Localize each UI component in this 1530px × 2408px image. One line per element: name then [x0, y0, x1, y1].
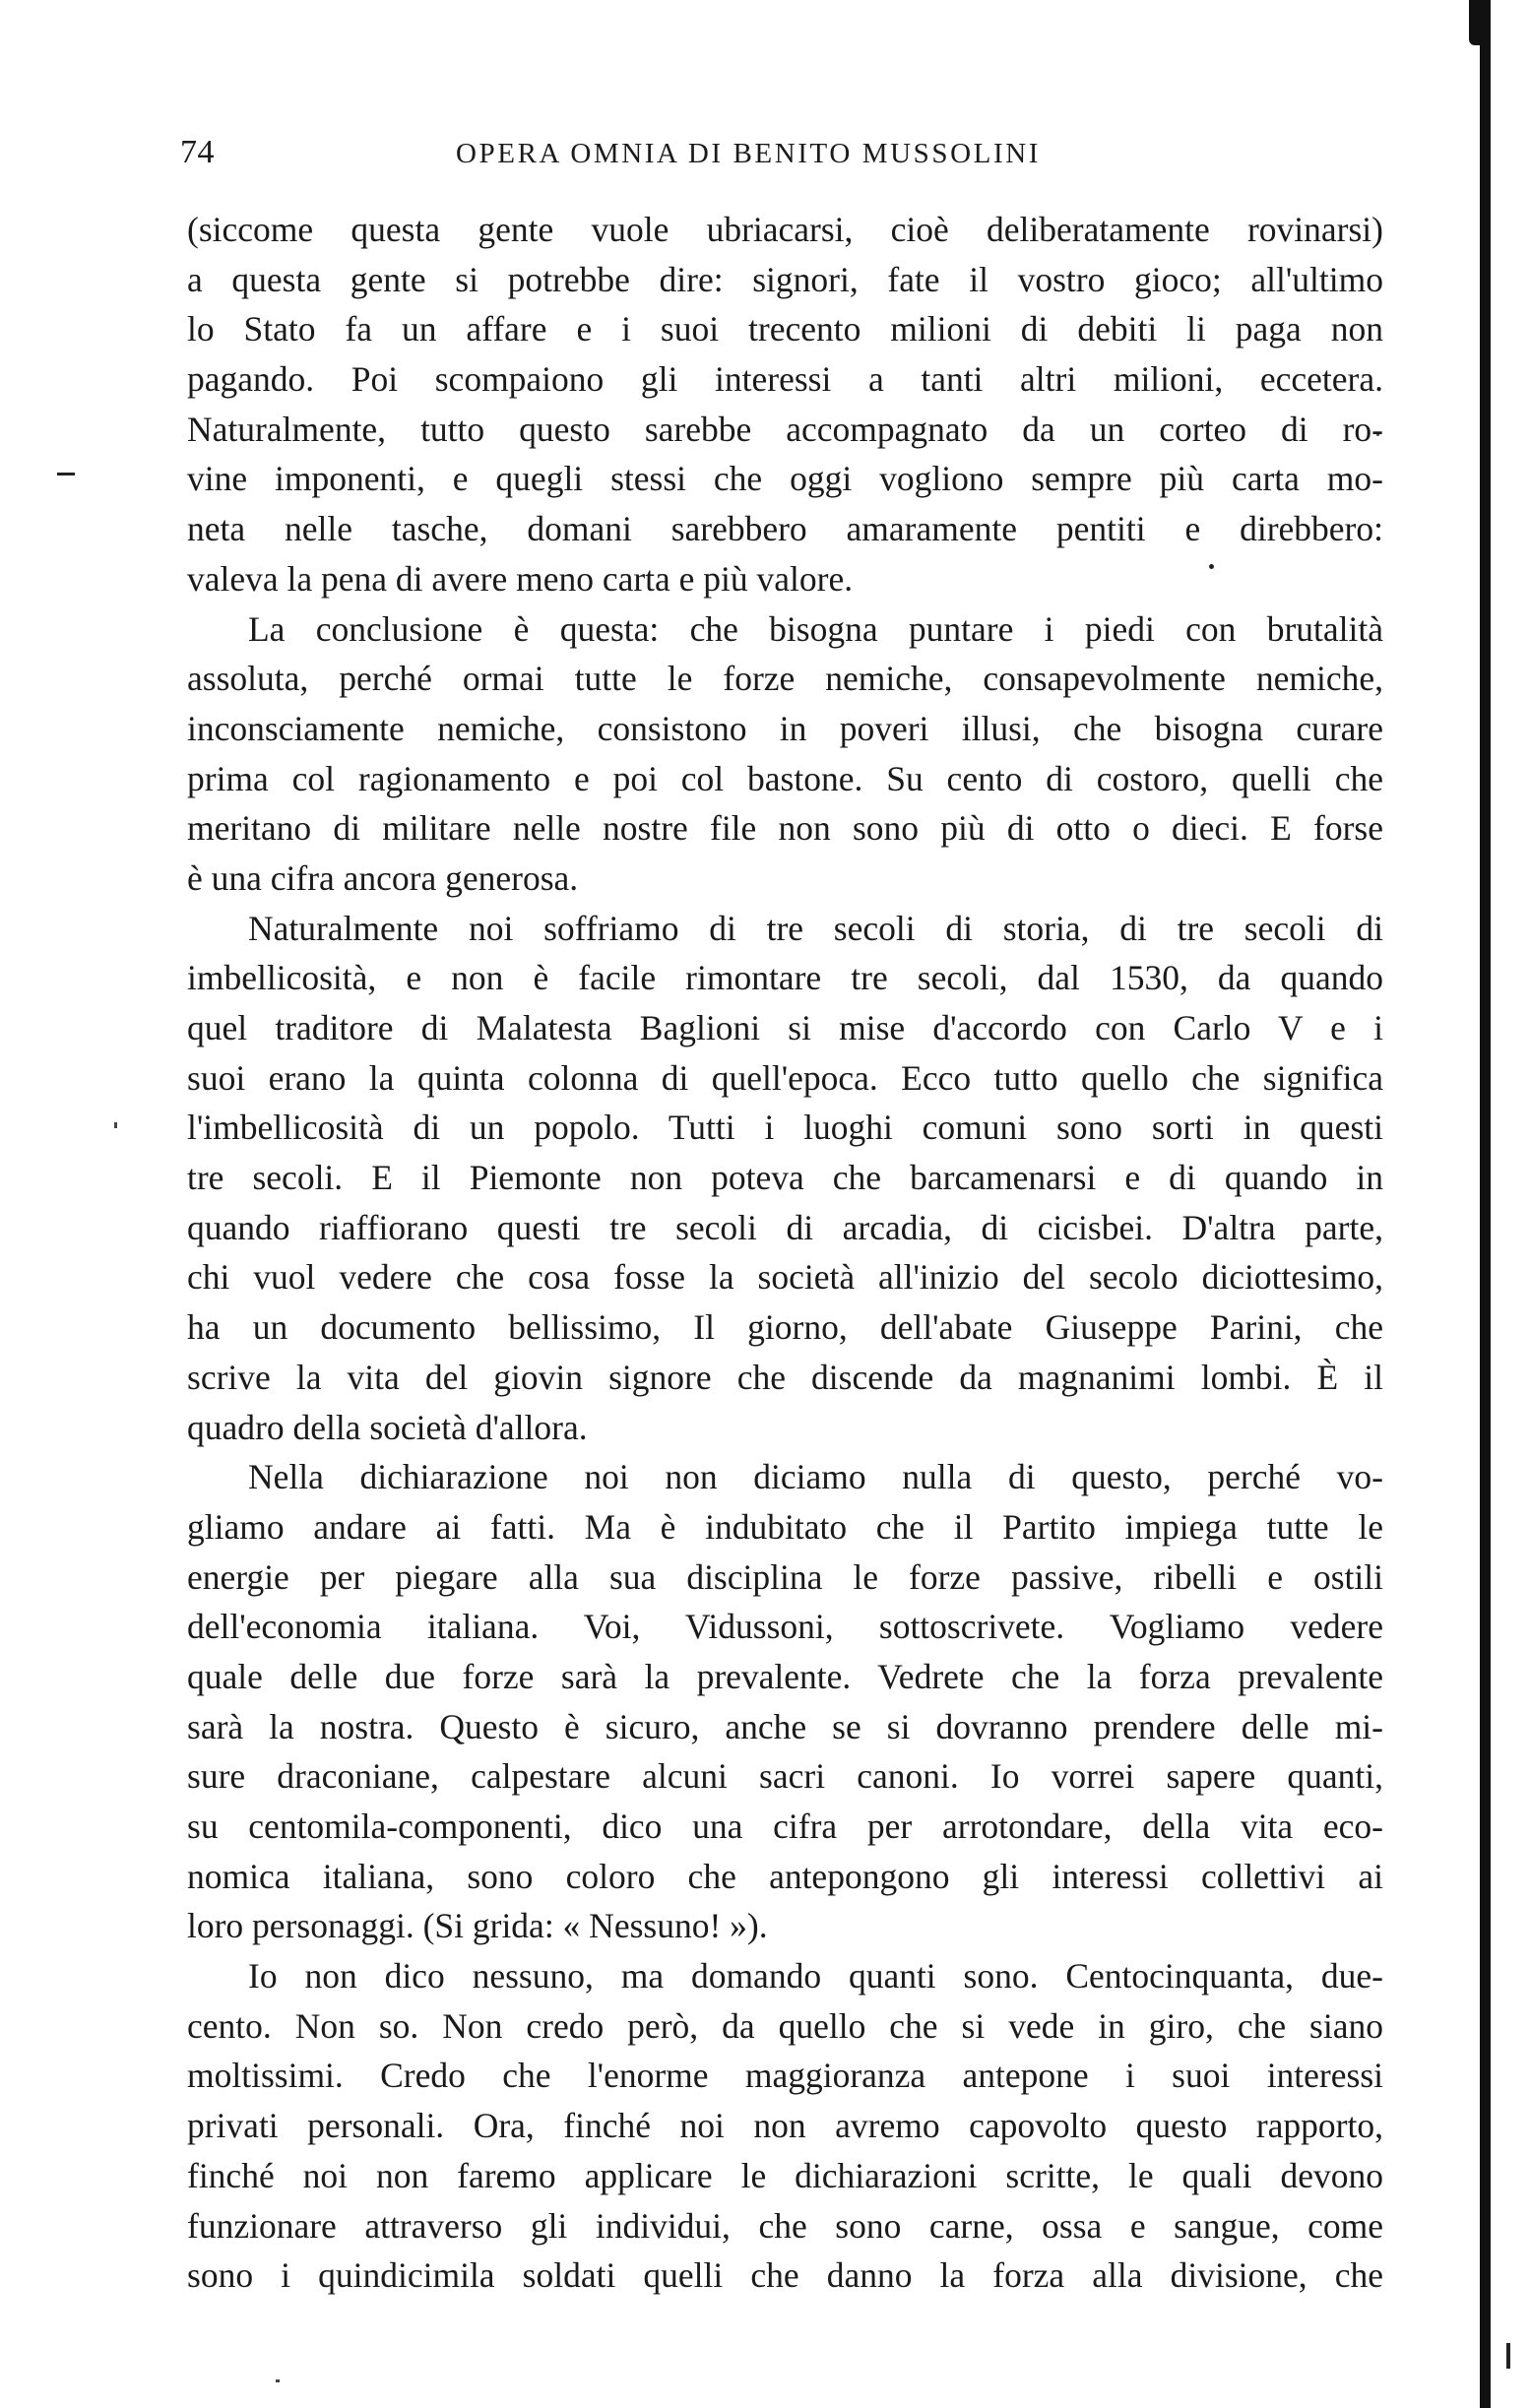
text-line: valeva la pena di avere meno carta e più valore.	[187, 558, 854, 599]
text-line: dell'economia italiana. Voi, Vidussoni, sottoscrivete. Vogliamo vedere	[187, 1607, 1383, 1647]
scan-speck	[276, 2379, 280, 2382]
text-line: chi vuol vedere che cosa fosse la società all'inizio del secolo diciottesimo,	[187, 1257, 1383, 1298]
text-line: suoi erano la quinta colonna di quell'epoca. Ecco tutto quello che significa	[187, 1057, 1383, 1098]
text-line: prima col ragionamento e poi col bastone. Su cento di costoro, quelli che	[187, 758, 1383, 798]
margin-mark	[57, 473, 75, 475]
text-line: inconsciamente nemiche, consistono in poveri illusi, che bisogna curare	[187, 708, 1383, 748]
text-line: funzionare attraverso gli individui, che sono carne, ossa e sangue, come	[187, 2205, 1383, 2246]
text-line: quel traditore di Malatesta Baglioni si mise d'accordo con Carlo V e i	[187, 1008, 1383, 1047]
running-title: OPERA OMNIA DI BENITO MUSSOLINI	[456, 138, 1042, 169]
scan-page-edge	[1480, 0, 1491, 2408]
text-line: loro personaggi. (Si grida: « Nessuno! »).	[187, 1906, 768, 1946]
text-line: quale delle due forze sarà la prevalente. Vedrete che la forza prevalente	[187, 1656, 1383, 1696]
paragraph-first-line: Nella dichiarazione noi non diciamo nulla di questo, perché vo-	[248, 1457, 1383, 1497]
text-line: è una cifra ancora generosa.	[187, 857, 579, 898]
text-line: gliamo andare ai fatti. Ma è indubitato che il Partito impiega tutte le	[187, 1506, 1383, 1547]
page-header	[180, 134, 1450, 181]
paragraph-first-line: Naturalmente noi soffriamo di tre secoli di storia, di tre secoli di	[248, 908, 1383, 948]
text-line: cento. Non so. Non credo però, da quello che si vede in giro, che siano	[187, 2005, 1383, 2046]
text-line: quando riaffiorano questi tre secoli di arcadia, di cicisbei. D'altra parte,	[187, 1207, 1383, 1247]
paragraph-first-line: Io non dico nessuno, ma domando quanti sono. Centocinquanta, due-	[248, 1956, 1383, 1996]
text-line: finché noi non faremo applicare le dichiarazioni scritte, le quali devono	[187, 2155, 1383, 2195]
page-number: 74	[180, 134, 215, 170]
text-line: l'imbellicosità di un popolo. Tutti i luoghi comuni sono sorti in questi	[187, 1108, 1383, 1148]
text-line: sure draconiane, calpestare alcuni sacri canoni. Io vorrei sapere quanti,	[187, 1756, 1383, 1797]
body-text	[187, 205, 1383, 2301]
text-line: (siccome questa gente vuole ubriacarsi, cioè deliberatamente rovinarsi)	[187, 210, 1383, 249]
text-line: a questa gente si potrebbe dire: signori, fate il vostro gioco; all'ultimo	[187, 259, 1383, 299]
paragraph-first-line: La conclusione è questa: che bisogna puntare i piedi con brutalità	[248, 608, 1383, 649]
scan-speck	[1506, 2343, 1510, 2369]
text-line: lo Stato fa un affare e i suoi trecento milioni di debiti li paga non	[187, 309, 1383, 349]
text-line: Naturalmente, tutto questo sarebbe accompagnato da un corteo di ro-	[187, 409, 1383, 449]
text-line: vine imponenti, e quegli stessi che oggi vogliono sempre più carta mo-	[187, 459, 1383, 499]
text-line: energie per piegare alla sua disciplina le forze passive, ribelli e ostili	[187, 1556, 1383, 1597]
text-line: meritano di militare nelle nostre file non sono più di otto o dieci. E forse	[187, 808, 1383, 849]
text-line: ha un documento bellissimo, Il giorno, dell'abate Giuseppe Parini, che	[187, 1307, 1383, 1348]
text-line: sono i quindicimila soldati quelli che danno la forza alla divisione, che	[187, 2255, 1383, 2296]
text-line: assoluta, perché ormai tutte le forze nemiche, consapevolmente nemiche,	[187, 659, 1383, 699]
text-line: su centomila-componenti, dico una cifra per arrotondare, della vita eco-	[187, 1806, 1383, 1846]
scan-speck	[114, 1122, 117, 1128]
text-line: imbellicosità, e non è facile rimontare tre secoli, dal 1530, da quando	[187, 958, 1383, 998]
text-line: scrive la vita del giovin signore che discende da magnanimi lombi. È il	[187, 1357, 1383, 1397]
text-line: neta nelle tasche, domani sarebbero amaramente pentiti e direbbero:	[187, 509, 1383, 549]
text-line: sarà la nostra. Questo è sicuro, anche se si dovranno prendere delle mi-	[187, 1706, 1383, 1746]
text-line: quadro della società d'allora.	[187, 1407, 588, 1447]
text-line: moltissimi. Credo che l'enorme maggioranza antepone i suoi interessi	[187, 2056, 1383, 2096]
text-line: nomica italiana, sono coloro che antepongono gli interessi collettivi ai	[187, 1856, 1383, 1896]
text-line: privati personali. Ora, finché noi non avremo capovolto questo rapporto,	[187, 2106, 1383, 2146]
text-line: pagando. Poi scompaiono gli interessi a tanti altri milioni, eccetera.	[187, 359, 1383, 400]
text-line: tre secoli. E il Piemonte non poteva che barcamenarsi e di quando in	[187, 1158, 1383, 1198]
